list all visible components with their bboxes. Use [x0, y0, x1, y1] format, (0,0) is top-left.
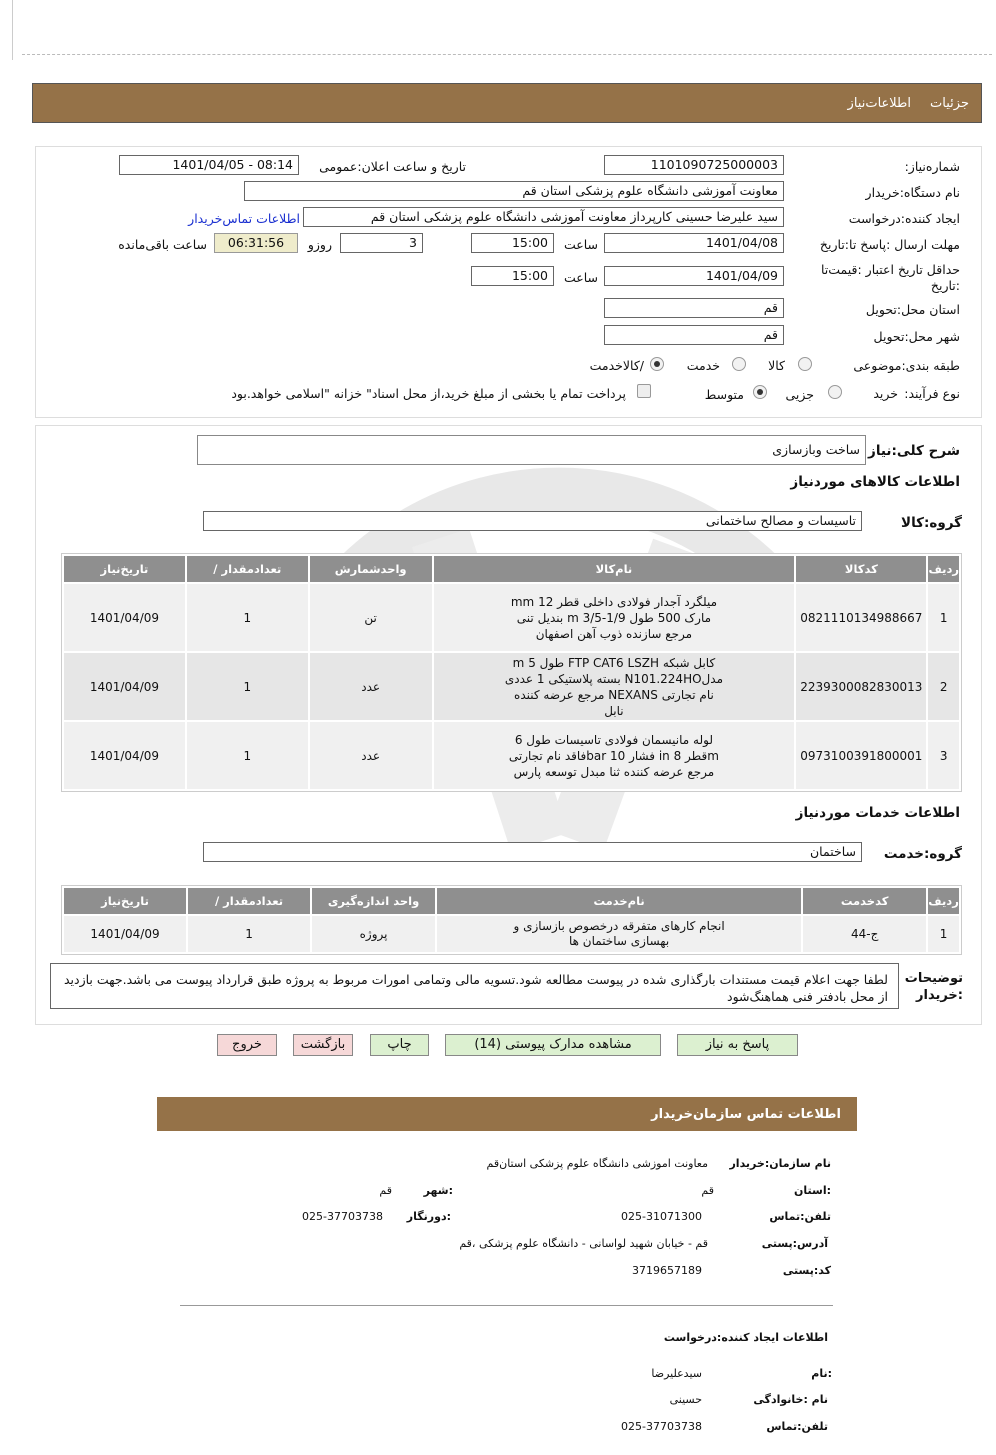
city-label: شهر محل:تحویل [873, 329, 960, 344]
col-idx: ردیف [928, 556, 959, 582]
buyer-org-field: معاونت آموزشی دانشگاه علوم پزشکی استان قم [244, 181, 784, 201]
row-qty: 1 [188, 916, 310, 952]
category-service-radio[interactable] [732, 357, 746, 371]
remaining-label: ساعت باقی‌مانده [118, 237, 207, 252]
row-code: 0973100391800001 [796, 722, 926, 789]
contact-header [157, 1097, 857, 1131]
row-date: 1401/04/09 [64, 584, 185, 651]
days-label: روزو [307, 237, 332, 252]
reply-deadline-label: مهلت ارسال :پاسخ تا:تاریخ [819, 237, 960, 252]
general-desc-label: شرح کلی:نیاز [868, 443, 960, 459]
row-name: لوله مانیسمان فولادی تاسیسات طول 6 mقطر 8 in فشار 10 barفاقد نام تجارتی مرجع عرضه کننده ثنا مبدل توسعه پارس [434, 722, 795, 789]
process-label: نوع فرآیند: [904, 386, 960, 401]
service-table [61, 885, 962, 955]
row-unit: عدد [310, 653, 432, 720]
validity-time-label: ساعت [563, 270, 598, 285]
days-field: 3 [340, 233, 423, 253]
print-button[interactable]: چاپ [370, 1034, 429, 1056]
col-code: کدکالا [796, 556, 926, 582]
province-label: استان محل:تحویل [865, 302, 960, 317]
remaining-time: 06:31:56 [214, 233, 298, 253]
process-buy-label: خرید [873, 386, 898, 401]
announce-field: 1401/04/05 - 08:14 [119, 155, 299, 175]
row-date: 1401/04/09 [64, 653, 185, 720]
creator-phone-label: تلفن:تماس [766, 1420, 828, 1433]
category-both-radio[interactable] [650, 357, 664, 371]
contact-phone-label: تلفن:تماس [769, 1210, 831, 1223]
tab-details[interactable]: جزئیات [930, 96, 969, 111]
creator-label: ایجاد کننده:درخواست [848, 211, 960, 226]
category-service-label: خدمت [686, 358, 720, 373]
row-name: انجام کارهای متفرقه درخصوص بازسازی و بهسازی ساختمان ها [437, 916, 801, 952]
page-header [32, 83, 982, 123]
city-field: قم [604, 325, 784, 345]
process-medium-radio[interactable] [753, 385, 767, 399]
creator-name: سیدعلیرضا [651, 1367, 702, 1380]
col-name: نام‌کالا [434, 556, 795, 582]
need-number-field: 1101090725000003 [604, 155, 784, 175]
goods-info-title: اطلاعات کالاهای موردنیاز [790, 474, 960, 490]
row-unit: پروژه [312, 916, 435, 952]
goods-group-label: گروه:کالا [901, 515, 962, 531]
service-group-label: گروه:خدمت [883, 846, 962, 862]
row-code: 0821110134988667 [796, 584, 926, 651]
contact-city-label: :شهر [423, 1184, 453, 1197]
need-number-label: شماره‌نیاز: [904, 159, 960, 174]
goods-table [61, 553, 962, 792]
row-unit: تن [310, 584, 432, 651]
col-name: نام‌خدمت [437, 888, 801, 914]
creator-field: سید علیرضا حسینی کارپرداز معاونت آموزشی دانشگاه علوم پزشکی استان قم [303, 207, 784, 227]
service-table-header [64, 888, 959, 914]
contact-fax-label: :دورنگار [406, 1210, 451, 1223]
row-date: 1401/04/09 [64, 916, 186, 952]
process-partial-label: جزیی [785, 387, 814, 402]
contact-province-label: :استان [794, 1184, 831, 1197]
category-goods-radio[interactable] [798, 357, 812, 371]
contact-city: قم [379, 1184, 392, 1197]
back-button[interactable]: بازگشت [293, 1034, 353, 1056]
creator-info-title: اطلاعات ایجاد کننده:درخواست [663, 1331, 828, 1344]
left-edge-line [12, 0, 13, 60]
table-row [64, 653, 959, 720]
buyer-notes-label: توضیحات :خریدار [904, 971, 963, 1003]
row-name: کابل شبکه FTP CAT6 LSZH طول 5 m مدلN101.224HO بسته پلاستیکی 1 عددی نام تجارتی NEXANS مرجع عرضه کننده نابل [434, 653, 795, 720]
treasury-payment-checkbox[interactable] [637, 384, 651, 398]
contact-postal-label: کد:پستی [782, 1264, 831, 1277]
service-info-title: اطلاعات خدمات موردنیاز [795, 805, 960, 821]
reply-time-field: 15:00 [471, 233, 554, 253]
top-divider [22, 54, 992, 55]
reply-date-field: 1401/04/08 [604, 233, 784, 253]
contact-postal: 3719657189 [632, 1264, 702, 1277]
contact-org-label: نام سازمان:خریدار [729, 1157, 831, 1170]
goods-group-field: تاسیسات و مصالح ساختمانی [203, 511, 862, 531]
contact-fax: 025-37703738 [302, 1210, 383, 1223]
col-qty: / تعدادمقدار [188, 888, 310, 914]
buyer-org-label: نام دستگاه:خریدار [865, 185, 960, 200]
creator-name-label: :نام [811, 1367, 832, 1380]
process-partial-radio[interactable] [828, 385, 842, 399]
creator-phone: 025-37703738 [621, 1420, 702, 1433]
col-need-date: تاریخ‌نیاز [64, 888, 186, 914]
province-field: قم [604, 298, 784, 318]
contact-divider [180, 1305, 833, 1306]
validity-time-field: 15:00 [471, 266, 554, 286]
row-date: 1401/04/09 [64, 722, 185, 789]
row-idx: 1 [928, 916, 959, 952]
col-unit: واحدشمارش [310, 556, 432, 582]
col-unit: واحد اندازه‌گیری [312, 888, 435, 914]
category-label: طبقه بندی:موضوعی [853, 358, 960, 373]
row-name: میلگرد آجدار فولادی داخلی قطر 12 mm مارک 500 طول 1/9-3/5 m بندیل تنی مرجع سازنده ذوب آهن اصفهان [434, 584, 795, 651]
row-qty: 1 [187, 584, 308, 651]
process-medium-label: متوسط [704, 387, 744, 402]
reply-button[interactable]: پاسخ به نیاز [677, 1034, 798, 1056]
row-code: 2239300082830013 [796, 653, 926, 720]
creator-family: حسینی [669, 1393, 702, 1406]
col-need-date: تاریخ‌نیاز [64, 556, 185, 582]
row-idx: 3 [928, 722, 959, 789]
contact-title: اطلاعات تماس سازمان‌خریدار [651, 1107, 841, 1122]
validity-date-field: 1401/04/09 [604, 266, 784, 286]
contact-address-label: آدرس:پستی [761, 1237, 828, 1250]
validity-label-2: :تاریخ [930, 278, 960, 293]
treasury-payment-note: پرداخت تمام یا بخشی از مبلغ خرید،از محل اسناد" خزانه "اسلامی خواهد.بود [231, 386, 626, 401]
creator-family-label: نام :خانوادگی [753, 1393, 828, 1406]
service-group-field: ساختمان [203, 842, 862, 862]
category-both-label: /کالاخدمت [589, 358, 644, 373]
row-idx: 2 [928, 653, 959, 720]
general-desc-field: ساخت وبازسازی [197, 435, 866, 465]
col-idx: ردیف [928, 888, 959, 914]
buyer-contact-link[interactable]: اطلاعات تماس‌خریدار [188, 211, 300, 226]
row-unit: عدد [310, 722, 432, 789]
contact-phone: 025-31071300 [621, 1210, 702, 1223]
category-goods-label: کالا [768, 358, 785, 373]
exit-button[interactable]: خروج [217, 1034, 277, 1056]
row-code: ج-44 [803, 916, 926, 952]
contact-province: قم [701, 1184, 714, 1197]
reply-time-label: ساعت [563, 237, 598, 252]
table-row [64, 916, 959, 952]
tab-need-info[interactable]: اطلاعات‌نیاز [847, 96, 911, 111]
goods-table-header [64, 556, 959, 582]
row-qty: 1 [187, 653, 308, 720]
col-qty: / تعدادمقدار [187, 556, 308, 582]
table-row [64, 722, 959, 789]
row-qty: 1 [187, 722, 308, 789]
buyer-notes-field: لطفا جهت اعلام قیمت مستندات بارگذاری شده در پیوست مطالعه شود.تسویه مالی وتمامی امورات مربوط به پروژه طبق قرارداد پیوست می باشد.جهت بازدید از محل بادفتر فنی هماهنگ‌شود [50, 963, 899, 1009]
col-code: کدخدمت [803, 888, 926, 914]
contact-org: معاونت اموزشی دانشگاه علوم پزشکی استان‌قم [486, 1157, 708, 1170]
row-idx: 1 [928, 584, 959, 651]
attachments-button[interactable]: مشاهده مدارک پیوستی (14) [445, 1034, 661, 1056]
contact-address: قم - خیابان شهید لواسانی - دانشگاه علوم پزشکی ،قم [459, 1237, 708, 1250]
announce-label: تاریخ و ساعت اعلان:عمومی [319, 159, 466, 174]
table-row [64, 584, 959, 651]
validity-label: حداقل تاریخ اعتبار :قیمت‌تا [820, 262, 960, 277]
